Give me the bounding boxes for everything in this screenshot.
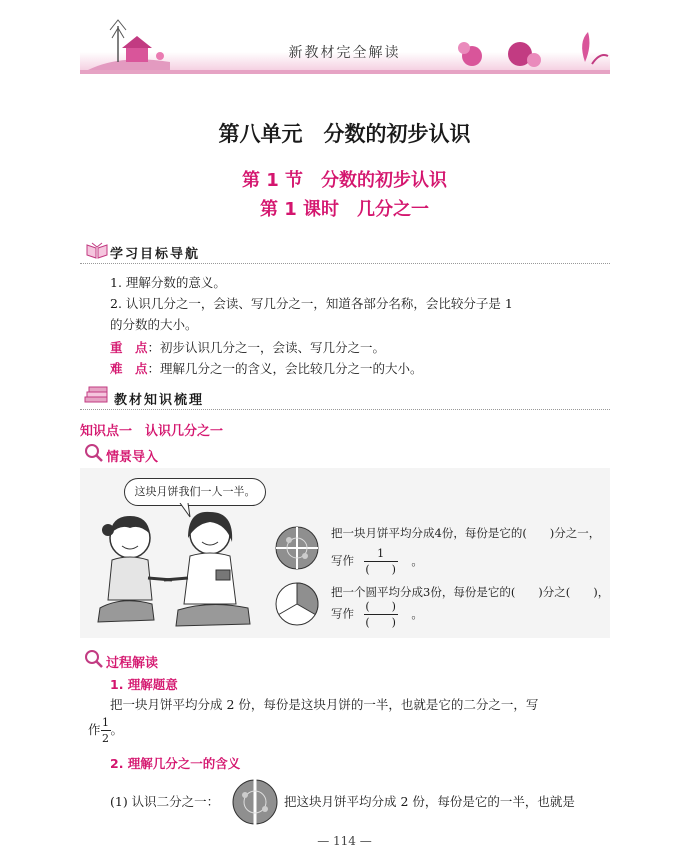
task-1-fraction	[364, 547, 398, 576]
one-half-fraction	[101, 716, 111, 745]
one-half-numerator: 1	[102, 716, 110, 729]
task-2-denominator: ( )	[365, 616, 396, 629]
circle-3-parts-diagram	[274, 581, 320, 631]
task-2-fraction	[364, 600, 398, 629]
key-label: 重 点	[110, 340, 148, 355]
task-2-write	[331, 600, 423, 629]
goal-item-2: 2. 认识几分之一，会读、写几分之一，知道各部分名称，会比较分子是 1	[110, 296, 513, 311]
para-1-prefix: 作	[88, 722, 101, 737]
task-1-write	[331, 547, 423, 576]
para-1-end: 。	[110, 722, 124, 737]
mooncake-half-diagram	[230, 777, 280, 831]
unit-title: 第八单元 分数的初步认识	[218, 122, 471, 146]
process-para-2-text: 把这块月饼平均分成 2 份，每份是它的一半，也就是	[284, 794, 575, 809]
difficulty-point	[110, 359, 423, 379]
knowledge-divider	[80, 409, 610, 410]
key-text: ：初步认识几分之一，会读、写几分之一。	[147, 340, 386, 355]
task-1-write-label: 写作	[331, 553, 354, 568]
fraction-bar	[364, 614, 398, 615]
process-sub-1: 1. 理解题意	[110, 677, 178, 692]
one-half-denominator: 2	[102, 732, 110, 745]
task-2-period: 。	[411, 606, 423, 621]
knowledge-heading: 教材知识梳理	[114, 393, 205, 408]
speech-text: 这块月饼我们一人一半。	[134, 485, 256, 498]
goals-heading: 学习目标导航	[110, 247, 201, 262]
scene-heading: 情景导入	[106, 450, 159, 465]
header-title: 新教材完全解读	[288, 45, 401, 61]
difficulty-text: ：理解几分之一的含义，会比较几分之一的大小。	[147, 361, 423, 376]
magnifier-icon	[84, 649, 104, 673]
page-number: — 114 —	[317, 834, 372, 848]
process-sub-2: 2. 理解几分之一的含义	[110, 756, 241, 771]
task-1-numerator: 1	[377, 547, 385, 560]
book-icon	[86, 241, 108, 263]
mooncake-4-parts-diagram	[274, 525, 320, 575]
goal-item-1: 1. 理解分数的意义。	[110, 275, 226, 290]
task-2-numerator: ( )	[365, 600, 396, 613]
difficulty-label: 难 点	[110, 361, 148, 376]
task-1-text: 把一块月饼平均分成4份，每份是它的( )分之一，	[331, 526, 601, 540]
task-1-period: 。	[411, 553, 423, 568]
task-1-denominator: ( )	[365, 563, 396, 576]
process-para-1: 把一块月饼平均分成 2 份，每份是这块月饼的一半，也就是它的二分之一，写	[110, 697, 539, 712]
magnifier-icon	[84, 443, 104, 467]
children-illustration	[92, 508, 262, 637]
process-para-1-end	[88, 716, 123, 745]
process-heading: 过程解读	[106, 656, 159, 671]
key-point	[110, 338, 385, 358]
fraction-bar	[364, 561, 398, 562]
lesson-title: 第 1 课时 几分之一	[259, 199, 430, 220]
books-icon	[84, 386, 110, 408]
fraction-bar	[101, 730, 111, 731]
speech-bubble	[124, 478, 266, 506]
section-title: 第 1 节 分数的初步认识	[241, 170, 448, 191]
task-2-text: 把一个圆平均分成3份，每份是它的( )分之( )，	[331, 585, 610, 599]
task-2-write-label: 写作	[331, 606, 354, 621]
knowledge-point-title: 知识点一 认识几分之一	[80, 424, 224, 439]
goals-divider	[80, 263, 610, 264]
process-para-2-label: (1) 认识二分之一：	[110, 794, 220, 809]
goal-item-2-continued: 的分数的大小。	[110, 317, 198, 332]
